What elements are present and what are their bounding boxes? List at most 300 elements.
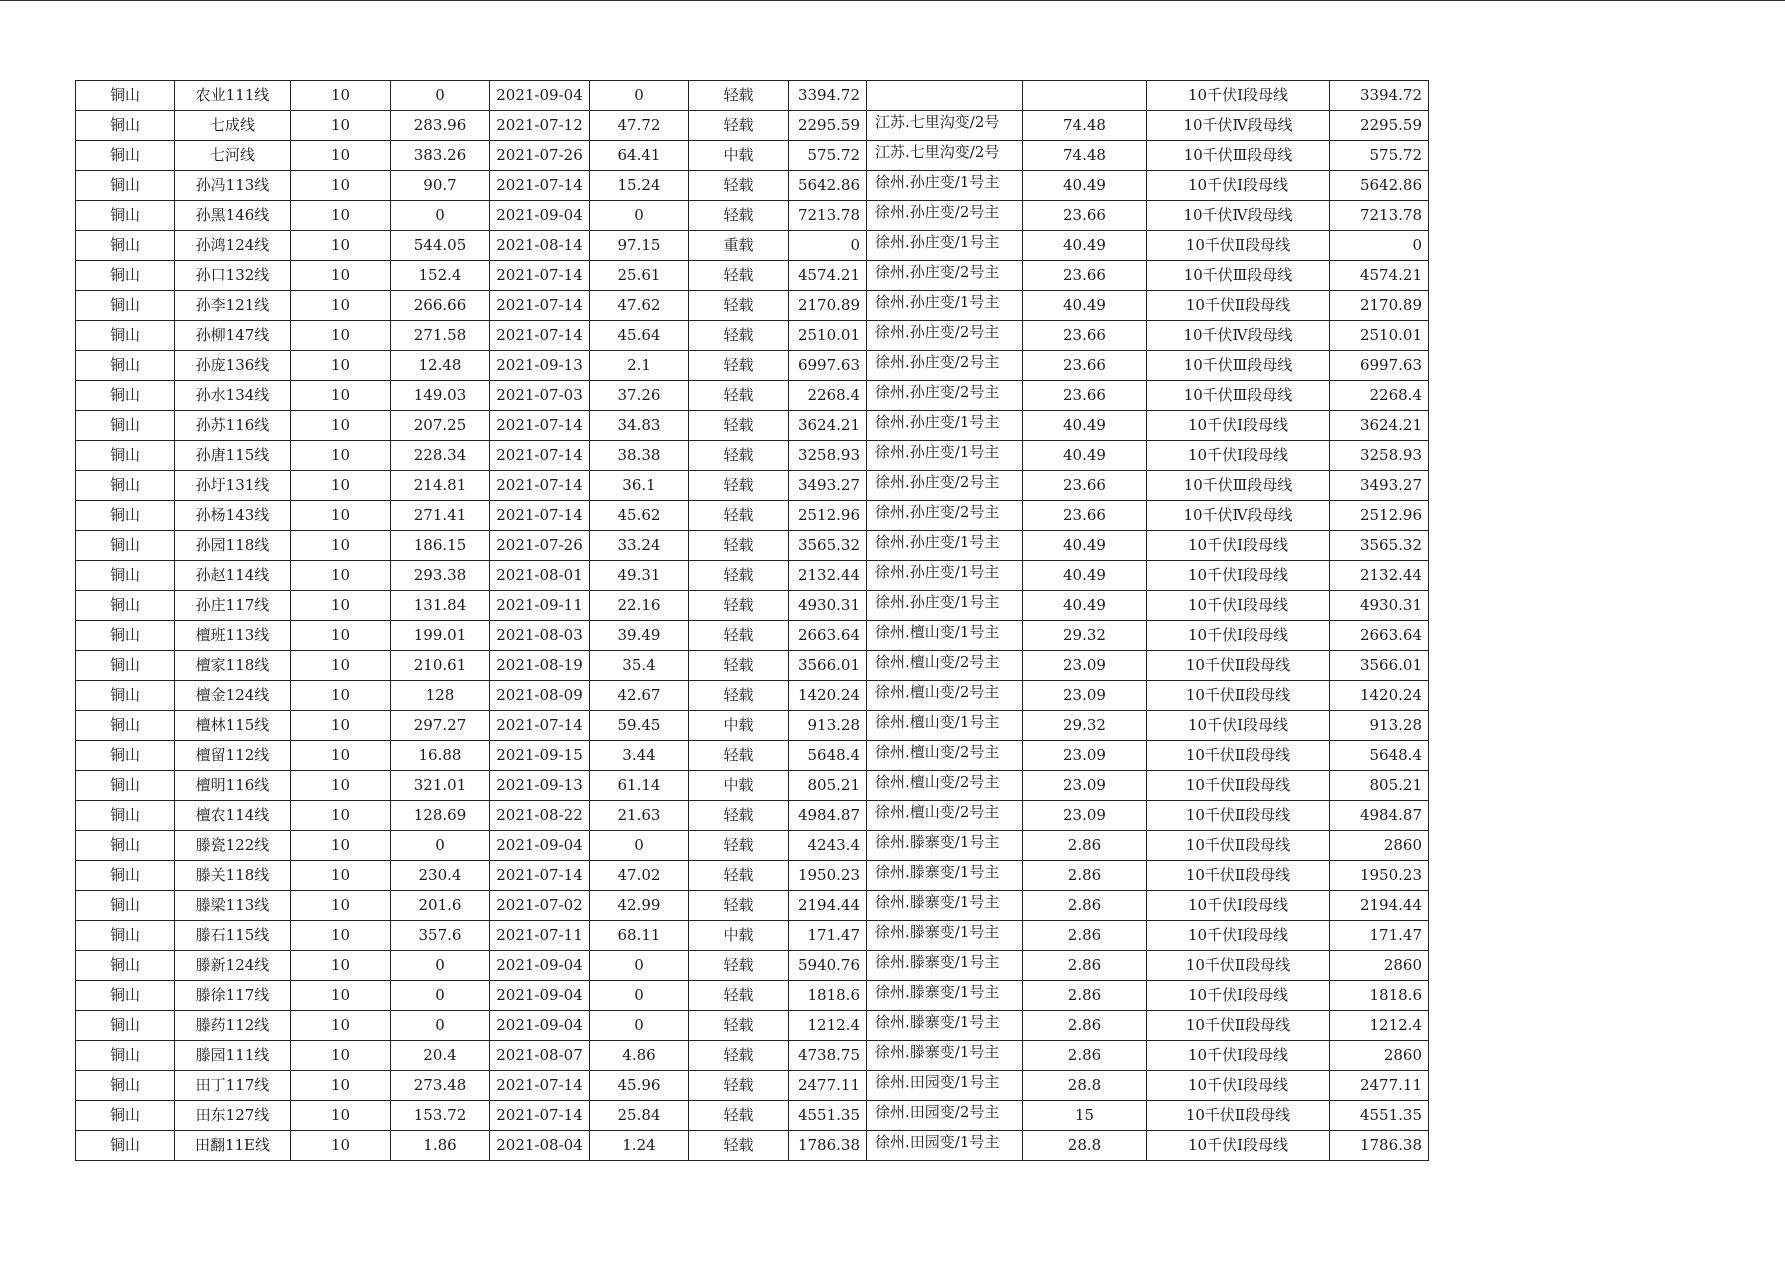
cell-busbar: 10千伏Ⅰ段母线 <box>1147 1041 1330 1071</box>
cell-load-rate: 2.1 <box>590 351 689 381</box>
cell-max-load: 128.69 <box>391 801 490 831</box>
cell-county: 铜山 <box>76 501 175 531</box>
table-row <box>76 771 1429 801</box>
cell-load-rate: 25.61 <box>590 261 689 291</box>
cell-line-name: 檀明116线 <box>175 771 291 801</box>
cell-transformer-capacity: 23.09 <box>1023 681 1147 711</box>
cell-available-capacity: 1786.38 <box>789 1131 867 1161</box>
cell-available-capacity: 5940.76 <box>789 951 867 981</box>
cell-busbar-capacity: 2860 <box>1330 951 1429 981</box>
cell-load-status: 轻载 <box>689 1041 789 1071</box>
cell-busbar: 10千伏Ⅲ段母线 <box>1147 141 1330 171</box>
cell-transformer-capacity: 2.86 <box>1023 981 1147 1011</box>
cell-transformer: 徐州.檀山变/2号主 <box>867 651 1023 681</box>
cell-transformer: 徐州.檀山变/2号主 <box>867 681 1023 711</box>
cell-county: 铜山 <box>76 591 175 621</box>
cell-transformer: 徐州.滕寨变/1号主 <box>867 831 1023 861</box>
cell-busbar: 10千伏Ⅱ段母线 <box>1147 951 1330 981</box>
cell-voltage-kv: 10 <box>291 921 391 951</box>
cell-max-load: 266.66 <box>391 291 490 321</box>
cell-max-load-date: 2021-07-14 <box>490 471 590 501</box>
cell-county: 铜山 <box>76 891 175 921</box>
cell-available-capacity: 913.28 <box>789 711 867 741</box>
top-border-line <box>0 0 1785 1</box>
cell-available-capacity: 4243.4 <box>789 831 867 861</box>
cell-busbar-capacity: 2132.44 <box>1330 561 1429 591</box>
cell-transformer: 徐州.滕寨变/1号主 <box>867 891 1023 921</box>
cell-max-load: 0 <box>391 1011 490 1041</box>
cell-available-capacity: 3258.93 <box>789 441 867 471</box>
cell-available-capacity: 2295.59 <box>789 111 867 141</box>
cell-transformer: 徐州.田园变/1号主 <box>867 1071 1023 1101</box>
cell-voltage-kv: 10 <box>291 861 391 891</box>
cell-load-status: 中载 <box>689 711 789 741</box>
cell-busbar-capacity: 5642.86 <box>1330 171 1429 201</box>
cell-busbar-capacity: 2170.89 <box>1330 291 1429 321</box>
cell-load-rate: 36.1 <box>590 471 689 501</box>
cell-max-load: 293.38 <box>391 561 490 591</box>
cell-county: 铜山 <box>76 741 175 771</box>
cell-available-capacity: 3565.32 <box>789 531 867 561</box>
table-row <box>76 801 1429 831</box>
cell-max-load: 357.6 <box>391 921 490 951</box>
cell-max-load: 0 <box>391 201 490 231</box>
cell-county: 铜山 <box>76 561 175 591</box>
table-row <box>76 141 1429 171</box>
cell-voltage-kv: 10 <box>291 891 391 921</box>
cell-available-capacity: 5648.4 <box>789 741 867 771</box>
cell-load-rate: 64.41 <box>590 141 689 171</box>
cell-available-capacity: 1212.4 <box>789 1011 867 1041</box>
cell-transformer-capacity: 23.66 <box>1023 201 1147 231</box>
cell-load-status: 中载 <box>689 921 789 951</box>
cell-voltage-kv: 10 <box>291 621 391 651</box>
cell-transformer-capacity: 2.86 <box>1023 1011 1147 1041</box>
cell-max-load: 16.88 <box>391 741 490 771</box>
cell-load-status: 轻载 <box>689 261 789 291</box>
cell-load-status: 轻载 <box>689 591 789 621</box>
cell-max-load: 131.84 <box>391 591 490 621</box>
cell-line-name: 孙鸿124线 <box>175 231 291 261</box>
cell-busbar-capacity: 913.28 <box>1330 711 1429 741</box>
cell-max-load-date: 2021-07-03 <box>490 381 590 411</box>
cell-load-rate: 39.49 <box>590 621 689 651</box>
cell-load-status: 轻载 <box>689 1071 789 1101</box>
cell-voltage-kv: 10 <box>291 501 391 531</box>
cell-load-rate: 1.24 <box>590 1131 689 1161</box>
cell-line-name: 孙赵114线 <box>175 561 291 591</box>
table-row <box>76 621 1429 651</box>
cell-load-rate: 3.44 <box>590 741 689 771</box>
cell-busbar-capacity: 805.21 <box>1330 771 1429 801</box>
cell-load-rate: 0 <box>590 81 689 111</box>
cell-load-rate: 4.86 <box>590 1041 689 1071</box>
cell-line-name: 孙庞136线 <box>175 351 291 381</box>
cell-busbar: 10千伏Ⅳ段母线 <box>1147 201 1330 231</box>
cell-busbar: 10千伏Ⅰ段母线 <box>1147 711 1330 741</box>
cell-county: 铜山 <box>76 411 175 441</box>
cell-load-status: 轻载 <box>689 741 789 771</box>
cell-line-name: 檀农114线 <box>175 801 291 831</box>
cell-transformer: 徐州.檀山变/1号主 <box>867 711 1023 741</box>
cell-load-status: 轻载 <box>689 321 789 351</box>
cell-busbar: 10千伏Ⅱ段母线 <box>1147 291 1330 321</box>
cell-transformer: 徐州.滕寨变/1号主 <box>867 951 1023 981</box>
cell-available-capacity: 2132.44 <box>789 561 867 591</box>
cell-voltage-kv: 10 <box>291 651 391 681</box>
cell-transformer-capacity: 2.86 <box>1023 951 1147 981</box>
cell-max-load: 383.26 <box>391 141 490 171</box>
cell-line-name: 七河线 <box>175 141 291 171</box>
cell-busbar-capacity: 4574.21 <box>1330 261 1429 291</box>
cell-line-name: 孙黑146线 <box>175 201 291 231</box>
cell-load-rate: 45.96 <box>590 1071 689 1101</box>
cell-line-name: 檀家118线 <box>175 651 291 681</box>
cell-max-load-date: 2021-09-11 <box>490 591 590 621</box>
cell-transformer-capacity <box>1023 81 1147 111</box>
cell-transformer-capacity: 2.86 <box>1023 831 1147 861</box>
cell-load-rate: 0 <box>590 951 689 981</box>
table-row <box>76 321 1429 351</box>
cell-voltage-kv: 10 <box>291 711 391 741</box>
cell-available-capacity: 3493.27 <box>789 471 867 501</box>
cell-transformer-capacity: 23.09 <box>1023 651 1147 681</box>
cell-busbar-capacity: 1818.6 <box>1330 981 1429 1011</box>
cell-max-load-date: 2021-07-14 <box>490 321 590 351</box>
cell-max-load-date: 2021-07-14 <box>490 411 590 441</box>
table-row <box>76 441 1429 471</box>
cell-transformer: 徐州.孙庄变/1号主 <box>867 171 1023 201</box>
feeder-load-table <box>75 80 1429 1161</box>
cell-max-load-date: 2021-07-14 <box>490 171 590 201</box>
cell-available-capacity: 4738.75 <box>789 1041 867 1071</box>
cell-max-load-date: 2021-07-14 <box>490 261 590 291</box>
cell-busbar-capacity: 1212.4 <box>1330 1011 1429 1041</box>
cell-max-load-date: 2021-08-22 <box>490 801 590 831</box>
cell-busbar-capacity: 3565.32 <box>1330 531 1429 561</box>
cell-busbar: 10千伏Ⅲ段母线 <box>1147 471 1330 501</box>
cell-available-capacity: 171.47 <box>789 921 867 951</box>
cell-busbar: 10千伏Ⅱ段母线 <box>1147 1011 1330 1041</box>
cell-line-name: 檀金124线 <box>175 681 291 711</box>
cell-line-name: 孙圩131线 <box>175 471 291 501</box>
cell-available-capacity: 2512.96 <box>789 501 867 531</box>
cell-transformer-capacity: 23.66 <box>1023 321 1147 351</box>
cell-transformer: 徐州.滕寨变/1号主 <box>867 981 1023 1011</box>
cell-transformer: 徐州.滕寨变/1号主 <box>867 861 1023 891</box>
cell-county: 铜山 <box>76 471 175 501</box>
cell-transformer-capacity: 2.86 <box>1023 861 1147 891</box>
cell-max-load: 321.01 <box>391 771 490 801</box>
cell-voltage-kv: 10 <box>291 1131 391 1161</box>
cell-max-load-date: 2021-07-02 <box>490 891 590 921</box>
cell-line-name: 滕关118线 <box>175 861 291 891</box>
cell-max-load: 273.48 <box>391 1071 490 1101</box>
cell-busbar-capacity: 2663.64 <box>1330 621 1429 651</box>
cell-load-rate: 22.16 <box>590 591 689 621</box>
table-row <box>76 1041 1429 1071</box>
cell-transformer-capacity: 40.49 <box>1023 591 1147 621</box>
cell-county: 铜山 <box>76 921 175 951</box>
cell-transformer-capacity: 23.66 <box>1023 501 1147 531</box>
cell-max-load-date: 2021-09-15 <box>490 741 590 771</box>
cell-load-status: 轻载 <box>689 81 789 111</box>
cell-available-capacity: 2194.44 <box>789 891 867 921</box>
table-row <box>76 171 1429 201</box>
cell-load-rate: 38.38 <box>590 441 689 471</box>
cell-busbar: 10千伏Ⅳ段母线 <box>1147 501 1330 531</box>
cell-load-status: 轻载 <box>689 471 789 501</box>
cell-line-name: 田丁117线 <box>175 1071 291 1101</box>
cell-busbar: 10千伏Ⅲ段母线 <box>1147 351 1330 381</box>
cell-voltage-kv: 10 <box>291 981 391 1011</box>
cell-transformer-capacity: 23.09 <box>1023 771 1147 801</box>
cell-busbar: 10千伏Ⅰ段母线 <box>1147 1071 1330 1101</box>
cell-load-status: 轻载 <box>689 501 789 531</box>
cell-max-load: 12.48 <box>391 351 490 381</box>
table-row <box>76 891 1429 921</box>
cell-busbar: 10千伏Ⅲ段母线 <box>1147 381 1330 411</box>
cell-busbar: 10千伏Ⅰ段母线 <box>1147 921 1330 951</box>
cell-voltage-kv: 10 <box>291 471 391 501</box>
cell-busbar-capacity: 4551.35 <box>1330 1101 1429 1131</box>
cell-busbar-capacity: 7213.78 <box>1330 201 1429 231</box>
cell-busbar-capacity: 1950.23 <box>1330 861 1429 891</box>
cell-busbar-capacity: 4930.31 <box>1330 591 1429 621</box>
table-row <box>76 1011 1429 1041</box>
cell-max-load: 199.01 <box>391 621 490 651</box>
cell-max-load-date: 2021-08-01 <box>490 561 590 591</box>
cell-county: 铜山 <box>76 831 175 861</box>
cell-load-status: 轻载 <box>689 201 789 231</box>
table-row <box>76 711 1429 741</box>
cell-voltage-kv: 10 <box>291 1071 391 1101</box>
cell-busbar-capacity: 5648.4 <box>1330 741 1429 771</box>
cell-busbar: 10千伏Ⅱ段母线 <box>1147 231 1330 261</box>
cell-county: 铜山 <box>76 981 175 1011</box>
cell-max-load-date: 2021-07-14 <box>490 1101 590 1131</box>
cell-load-rate: 0 <box>590 1011 689 1041</box>
cell-transformer: 徐州.孙庄变/1号主 <box>867 441 1023 471</box>
cell-load-status: 轻载 <box>689 621 789 651</box>
cell-busbar: 10千伏Ⅰ段母线 <box>1147 171 1330 201</box>
cell-busbar-capacity: 3258.93 <box>1330 441 1429 471</box>
table-row <box>76 201 1429 231</box>
cell-max-load-date: 2021-07-14 <box>490 711 590 741</box>
table-row <box>76 471 1429 501</box>
cell-voltage-kv: 10 <box>291 561 391 591</box>
cell-busbar: 10千伏Ⅳ段母线 <box>1147 111 1330 141</box>
cell-load-rate: 45.64 <box>590 321 689 351</box>
table-row <box>76 591 1429 621</box>
cell-max-load: 128 <box>391 681 490 711</box>
cell-busbar-capacity: 171.47 <box>1330 921 1429 951</box>
cell-load-status: 轻载 <box>689 831 789 861</box>
cell-available-capacity: 5642.86 <box>789 171 867 201</box>
cell-transformer: 徐州.孙庄变/1号主 <box>867 411 1023 441</box>
cell-county: 铜山 <box>76 861 175 891</box>
cell-load-rate: 37.26 <box>590 381 689 411</box>
cell-available-capacity: 2477.11 <box>789 1071 867 1101</box>
cell-line-name: 滕梁113线 <box>175 891 291 921</box>
cell-county: 铜山 <box>76 801 175 831</box>
cell-line-name: 檀林115线 <box>175 711 291 741</box>
cell-busbar: 10千伏Ⅰ段母线 <box>1147 441 1330 471</box>
cell-transformer-capacity: 40.49 <box>1023 531 1147 561</box>
table-row <box>76 921 1429 951</box>
cell-max-load-date: 2021-07-14 <box>490 501 590 531</box>
cell-load-rate: 21.63 <box>590 801 689 831</box>
cell-transformer: 徐州.檀山变/1号主 <box>867 621 1023 651</box>
cell-max-load-date: 2021-09-04 <box>490 951 590 981</box>
cell-load-rate: 42.67 <box>590 681 689 711</box>
cell-load-status: 轻载 <box>689 561 789 591</box>
cell-busbar-capacity: 2860 <box>1330 1041 1429 1071</box>
cell-voltage-kv: 10 <box>291 411 391 441</box>
cell-max-load: 0 <box>391 981 490 1011</box>
cell-load-rate: 61.14 <box>590 771 689 801</box>
cell-voltage-kv: 10 <box>291 351 391 381</box>
cell-voltage-kv: 10 <box>291 591 391 621</box>
cell-transformer-capacity: 23.09 <box>1023 741 1147 771</box>
cell-load-rate: 0 <box>590 201 689 231</box>
cell-max-load: 228.34 <box>391 441 490 471</box>
cell-transformer-capacity: 40.49 <box>1023 411 1147 441</box>
cell-transformer-capacity: 74.48 <box>1023 141 1147 171</box>
cell-load-rate: 35.4 <box>590 651 689 681</box>
cell-busbar: 10千伏Ⅰ段母线 <box>1147 411 1330 441</box>
cell-county: 铜山 <box>76 201 175 231</box>
cell-voltage-kv: 10 <box>291 741 391 771</box>
cell-load-status: 轻载 <box>689 861 789 891</box>
cell-busbar: 10千伏Ⅰ段母线 <box>1147 1131 1330 1161</box>
cell-available-capacity: 4930.31 <box>789 591 867 621</box>
cell-load-rate: 34.83 <box>590 411 689 441</box>
cell-line-name: 农业111线 <box>175 81 291 111</box>
cell-voltage-kv: 10 <box>291 1101 391 1131</box>
cell-busbar: 10千伏Ⅱ段母线 <box>1147 831 1330 861</box>
cell-line-name: 孙水134线 <box>175 381 291 411</box>
cell-max-load: 90.7 <box>391 171 490 201</box>
cell-available-capacity: 4574.21 <box>789 261 867 291</box>
cell-transformer-capacity: 2.86 <box>1023 891 1147 921</box>
cell-transformer-capacity: 40.49 <box>1023 171 1147 201</box>
cell-available-capacity: 1420.24 <box>789 681 867 711</box>
cell-line-name: 滕园111线 <box>175 1041 291 1071</box>
cell-max-load: 297.27 <box>391 711 490 741</box>
cell-county: 铜山 <box>76 111 175 141</box>
cell-busbar-capacity: 1420.24 <box>1330 681 1429 711</box>
cell-busbar-capacity: 1786.38 <box>1330 1131 1429 1161</box>
cell-transformer: 徐州.滕寨变/1号主 <box>867 1041 1023 1071</box>
cell-max-load: 0 <box>391 81 490 111</box>
cell-load-status: 轻载 <box>689 531 789 561</box>
cell-busbar: 10千伏Ⅰ段母线 <box>1147 531 1330 561</box>
cell-transformer-capacity: 23.66 <box>1023 261 1147 291</box>
cell-busbar: 10千伏Ⅱ段母线 <box>1147 681 1330 711</box>
cell-busbar: 10千伏Ⅲ段母线 <box>1147 261 1330 291</box>
cell-county: 铜山 <box>76 261 175 291</box>
cell-load-rate: 0 <box>590 831 689 861</box>
cell-load-status: 重载 <box>689 231 789 261</box>
cell-load-rate: 59.45 <box>590 711 689 741</box>
cell-max-load-date: 2021-07-26 <box>490 141 590 171</box>
table-row <box>76 231 1429 261</box>
cell-available-capacity: 3394.72 <box>789 81 867 111</box>
cell-max-load: 271.41 <box>391 501 490 531</box>
table-row <box>76 861 1429 891</box>
cell-max-load-date: 2021-09-04 <box>490 1011 590 1041</box>
cell-load-rate: 25.84 <box>590 1101 689 1131</box>
cell-busbar-capacity: 2860 <box>1330 831 1429 861</box>
table-row <box>76 111 1429 141</box>
cell-max-load: 283.96 <box>391 111 490 141</box>
cell-line-name: 滕徐117线 <box>175 981 291 1011</box>
cell-busbar-capacity: 2268.4 <box>1330 381 1429 411</box>
cell-load-rate: 47.62 <box>590 291 689 321</box>
cell-max-load-date: 2021-07-12 <box>490 111 590 141</box>
cell-transformer-capacity: 15 <box>1023 1101 1147 1131</box>
cell-line-name: 孙口132线 <box>175 261 291 291</box>
cell-max-load-date: 2021-07-14 <box>490 1071 590 1101</box>
cell-transformer-capacity: 40.49 <box>1023 441 1147 471</box>
cell-busbar-capacity: 6997.63 <box>1330 351 1429 381</box>
cell-line-name: 孙苏116线 <box>175 411 291 441</box>
cell-transformer-capacity: 2.86 <box>1023 1041 1147 1071</box>
cell-transformer: 徐州.滕寨变/1号主 <box>867 921 1023 951</box>
cell-line-name: 滕药112线 <box>175 1011 291 1041</box>
cell-busbar-capacity: 2477.11 <box>1330 1071 1429 1101</box>
cell-voltage-kv: 10 <box>291 171 391 201</box>
cell-line-name: 滕石115线 <box>175 921 291 951</box>
cell-busbar: 10千伏Ⅱ段母线 <box>1147 771 1330 801</box>
cell-busbar: 10千伏Ⅱ段母线 <box>1147 1101 1330 1131</box>
cell-max-load: 207.25 <box>391 411 490 441</box>
cell-max-load: 186.15 <box>391 531 490 561</box>
cell-county: 铜山 <box>76 951 175 981</box>
cell-max-load-date: 2021-09-13 <box>490 351 590 381</box>
cell-transformer: 徐州.孙庄变/1号主 <box>867 531 1023 561</box>
cell-load-status: 轻载 <box>689 951 789 981</box>
cell-busbar: 10千伏Ⅱ段母线 <box>1147 741 1330 771</box>
cell-county: 铜山 <box>76 1011 175 1041</box>
cell-busbar-capacity: 3566.01 <box>1330 651 1429 681</box>
cell-busbar-capacity: 2510.01 <box>1330 321 1429 351</box>
table-row <box>76 1071 1429 1101</box>
cell-available-capacity: 6997.63 <box>789 351 867 381</box>
cell-busbar-capacity: 2295.59 <box>1330 111 1429 141</box>
cell-busbar-capacity: 2512.96 <box>1330 501 1429 531</box>
cell-max-load-date: 2021-07-26 <box>490 531 590 561</box>
cell-busbar: 10千伏Ⅱ段母线 <box>1147 651 1330 681</box>
cell-max-load: 0 <box>391 951 490 981</box>
cell-load-status: 轻载 <box>689 981 789 1011</box>
cell-busbar-capacity: 575.72 <box>1330 141 1429 171</box>
cell-max-load-date: 2021-09-04 <box>490 831 590 861</box>
cell-line-name: 孙柳147线 <box>175 321 291 351</box>
table-row <box>76 411 1429 441</box>
cell-available-capacity: 805.21 <box>789 771 867 801</box>
cell-max-load: 210.61 <box>391 651 490 681</box>
cell-county: 铜山 <box>76 381 175 411</box>
cell-max-load-date: 2021-08-04 <box>490 1131 590 1161</box>
cell-voltage-kv: 10 <box>291 831 391 861</box>
table-row <box>76 951 1429 981</box>
cell-load-status: 中载 <box>689 771 789 801</box>
cell-transformer-capacity: 74.48 <box>1023 111 1147 141</box>
cell-voltage-kv: 10 <box>291 291 391 321</box>
cell-county: 铜山 <box>76 231 175 261</box>
